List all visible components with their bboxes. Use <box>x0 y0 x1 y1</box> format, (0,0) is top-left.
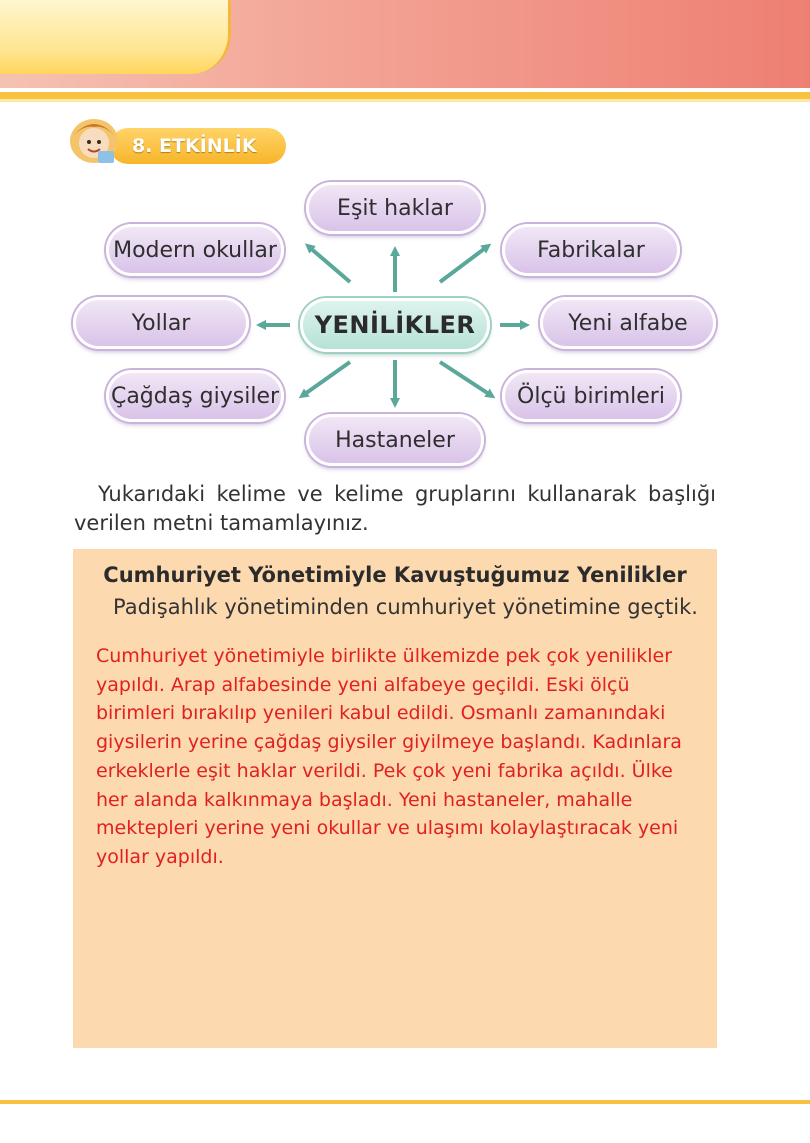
arrow-down-right <box>440 362 492 396</box>
node-esit-haklar: Eşit haklar <box>306 182 484 234</box>
node-center-yenilikler: YENİLİKLER <box>300 298 490 352</box>
answer-box-first-line: Padişahlık yönetiminden cumhuriyet yönetimine geçtik. <box>113 595 698 619</box>
node-cagdas-giysiler: Çağdaş giysiler <box>106 370 284 422</box>
node-hastaneler: Hastaneler <box>306 414 484 466</box>
node-yollar: Yollar <box>73 297 249 349</box>
activity-badge: 8. ETKİNLİK <box>110 128 286 164</box>
footer-divider <box>0 1100 810 1104</box>
node-yeni-alfabe: Yeni alfabe <box>540 297 716 349</box>
answer-box-title: Cumhuriyet Yönetimiyle Kavuştuğumuz Yenilikler <box>103 563 687 587</box>
arrow-up-right <box>440 246 488 282</box>
arrow-down-left <box>302 362 350 396</box>
node-olcu-birimleri: Ölçü birimleri <box>502 370 680 422</box>
answer-handwritten-text: Cumhuriyet yönetimiyle birlikte ülkemizde pek çok yenilikler yapıldı. Arap alfabesinde yeni alfabeye geçildi. Eski ölçü birimleri bırakılıp yenileri kabul edildi. Osmanlı zamanındaki giysilerin yerine çağdaş giysiler giyilmeye başlandı. Kadınlara erkeklerle eşit haklar verildi. Pek çok yeni fabrika açıldı. Ülke her alanda kalkınmaya başladı. Yeni hastaneler, mahalle mektepleri yerine yeni okullar ve ulaşımı kolaylaştıracak yeni yollar yapıldı. <box>96 645 682 868</box>
node-modern-okullar: Modern okullar <box>106 224 284 276</box>
answer-box <box>73 549 717 1048</box>
instruction-text: Yukarıdaki kelime ve kelime gruplarını kullanarak başlığı verilen metni tamamlayınız. <box>74 482 716 535</box>
node-fabrikalar: Fabrikalar <box>502 224 680 276</box>
arrow-up-left <box>308 246 350 282</box>
